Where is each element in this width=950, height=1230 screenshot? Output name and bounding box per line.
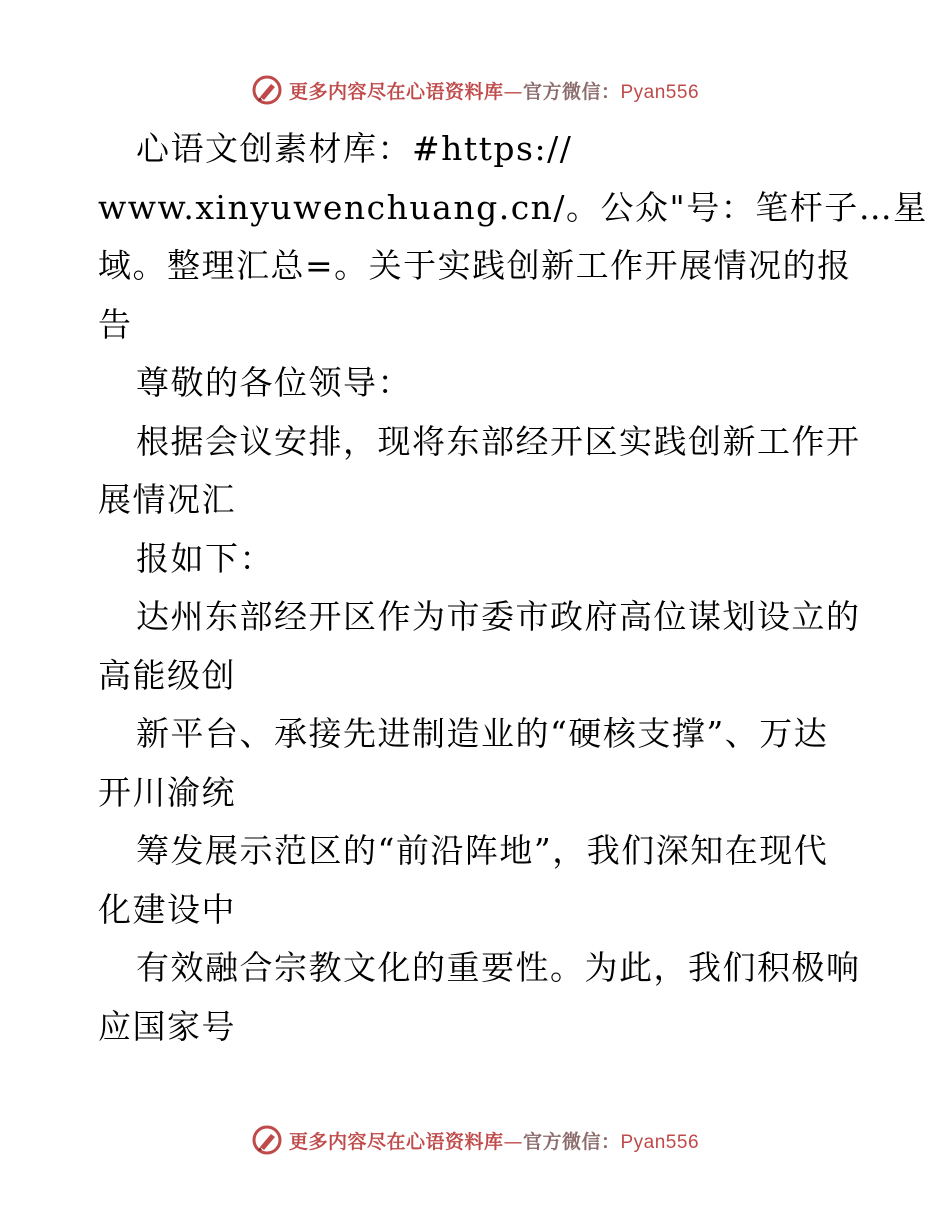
- doc-line: 有效融合宗教文化的重要性。为此，我们积极响: [136, 948, 861, 987]
- watermark-group: [251, 1124, 699, 1156]
- doc-line: 心语文创素材库：#https://: [136, 129, 573, 168]
- doc-line: 新平台、承接先进制造业的“硬核支撑”、万达: [136, 714, 829, 753]
- watermark-text: [289, 77, 699, 104]
- watermark-official: 官方微信：: [522, 1130, 621, 1153]
- watermark-separator: —: [503, 80, 523, 103]
- watermark-separator: —: [503, 1130, 523, 1153]
- watermark-text: [289, 1127, 699, 1154]
- pen-logo-icon: [251, 1124, 283, 1156]
- watermark-official: 官方微信：: [522, 80, 621, 103]
- watermark-id: Pyan556: [620, 81, 700, 103]
- header-watermark: [0, 70, 950, 110]
- doc-line: 化建设中: [98, 889, 236, 929]
- doc-line: 根据会议安排，现将东部经开区实践创新工作开: [136, 421, 861, 461]
- doc-line: 应国家号: [98, 1006, 236, 1046]
- watermark-main: 更多内容尽在心语资料库: [288, 1130, 504, 1153]
- doc-line: 开川渝统: [98, 772, 236, 812]
- doc-line: 展情况汇: [98, 480, 236, 519]
- watermark-main: 更多内容尽在心语资料库: [288, 80, 504, 103]
- doc-line: 筹发展示范区的“前沿阵地”，我们深知在现代: [136, 831, 829, 870]
- doc-line: 达州东部经开区作为市委市政府高位谋划设立的: [136, 597, 861, 636]
- pen-logo-icon: [251, 74, 283, 106]
- doc-line: 报如下：: [136, 538, 274, 578]
- watermark-id: Pyan556: [620, 1131, 700, 1153]
- document-body: [98, 120, 928, 1056]
- doc-line: 域。整理汇总=。关于实践创新工作开展情况的报: [98, 246, 852, 285]
- watermark-group: [251, 74, 699, 106]
- doc-line: 高能级创: [98, 655, 236, 695]
- doc-line: 告: [98, 304, 133, 344]
- doc-line: 尊敬的各位领导：: [136, 363, 412, 402]
- footer-watermark: [0, 1120, 950, 1160]
- doc-line: www.xinyuwenchuang.cn/。公众"号：笔杆子…星: [98, 187, 928, 227]
